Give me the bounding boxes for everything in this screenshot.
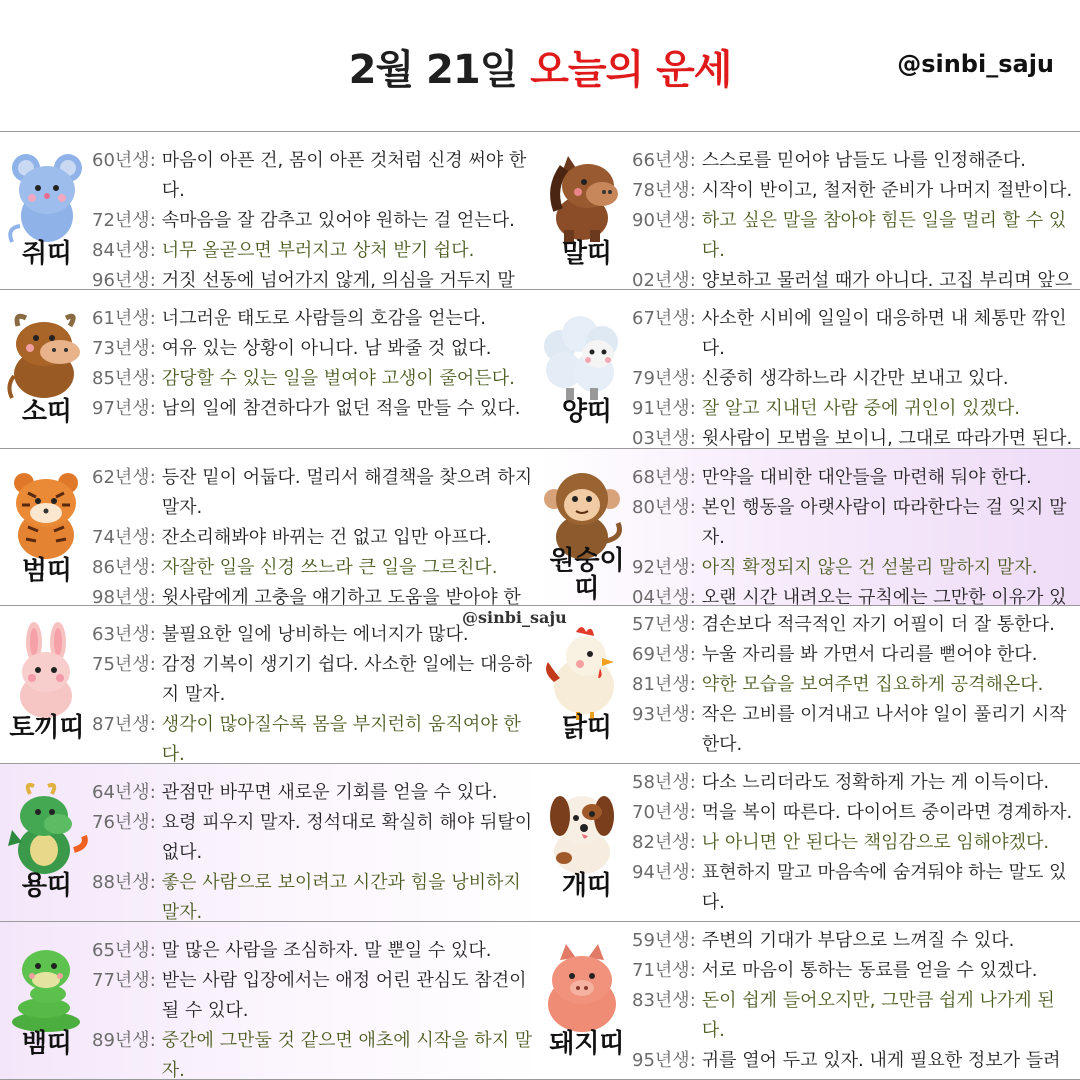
- fortune-text: 속마음을 잘 감추고 있어야 원하는 걸 얻는다.: [161, 210, 515, 231]
- separator: :: [689, 832, 696, 853]
- fortune-line: [632, 956, 1076, 986]
- birth-year: 74년생: [92, 527, 150, 548]
- fortune-line: [632, 986, 1076, 1046]
- fortune-text: 받는 사람 입장에서는 애정 어린 관심도 참견이 될 수 있다.: [161, 970, 527, 1021]
- fortune-text: 잔소리해봐야 바뀌는 건 없고 입만 아프다.: [161, 527, 492, 548]
- birth-year: 72년생: [92, 210, 150, 231]
- fortune-list: [632, 768, 1076, 921]
- fortune-list: [92, 146, 536, 289]
- pig-icon: [540, 938, 626, 1038]
- fortune-text: 감당할 수 있는 일을 벌여야 고생이 줄어든다.: [161, 368, 515, 389]
- zodiac-cell: [540, 132, 1080, 289]
- fortune-list: [632, 463, 1076, 605]
- separator: :: [149, 1030, 156, 1051]
- fortune-text: 아직 확정되지 않은 건 섣불리 말하지 말자.: [701, 557, 1038, 578]
- fortune-text: 표현하지 말고 마음속에 숨겨둬야 하는 말도 있다.: [701, 862, 1067, 913]
- fortune-text: 다소 느리더라도 정확하게 가는 게 이득이다.: [701, 772, 1050, 793]
- fortune-text: 불필요한 일에 낭비하는 에너지가 많다.: [161, 624, 469, 645]
- birth-year: 69년생: [632, 644, 690, 665]
- fortune-line: [632, 1046, 1076, 1079]
- fortune-line: [92, 463, 536, 523]
- birth-year: 87년생: [92, 714, 150, 735]
- separator: :: [689, 308, 696, 329]
- separator: :: [689, 398, 696, 419]
- separator: :: [149, 270, 156, 289]
- fortune-line: [92, 868, 536, 921]
- fortune-text: 겸손보다 적극적인 자기 어필이 더 잘 통한다.: [701, 614, 1055, 635]
- fortune-line: [92, 206, 536, 236]
- fortune-line: [92, 1026, 536, 1079]
- separator: :: [149, 557, 156, 578]
- fortune-list: [632, 610, 1076, 763]
- zodiac-name: 범띠: [21, 556, 73, 586]
- birth-year: 60년생: [92, 150, 150, 171]
- birth-year: [632, 918, 690, 921]
- fortune-text: 누울 자리를 봐 가면서 다리를 뻗어야 한다.: [701, 644, 1038, 665]
- fortune-text: 좋은 사람으로 보이려고 시간과 힘을 낭비하지 말자.: [161, 872, 521, 921]
- zodiac-name: 돼지띠: [549, 1029, 625, 1059]
- zodiac-name: 쥐띠: [21, 239, 73, 269]
- fortune-text: 시작이 반이고, 철저한 준비가 나머지 절반이다.: [701, 180, 1073, 201]
- sheep-icon: [540, 306, 626, 406]
- separator: :: [689, 150, 696, 171]
- zodiac-cell: [0, 132, 540, 289]
- separator: :: [149, 624, 156, 645]
- fortune-text: 먹을 복이 따른다. 다이어트 중이라면 경계하자.: [701, 802, 1073, 823]
- fortune-line: [92, 146, 536, 206]
- separator: :: [149, 240, 156, 261]
- fortune-row: [0, 606, 1080, 764]
- fortune-line: [632, 768, 1076, 798]
- birth-year: 86년생: [92, 557, 150, 578]
- zodiac-name: 양띠: [561, 397, 613, 427]
- fortune-text: 너그러운 태도로 사람들의 호감을 얻는다.: [161, 308, 486, 329]
- fortune-line: [92, 394, 536, 424]
- fortune-line: [632, 493, 1076, 553]
- birth-year: 88년생: [92, 872, 150, 893]
- separator: :: [689, 614, 696, 635]
- birth-year: 65년생: [92, 940, 150, 961]
- separator: :: [149, 812, 156, 833]
- separator: :: [689, 772, 696, 793]
- separator: [690, 918, 702, 921]
- fortune-line: [632, 146, 1076, 176]
- horse-icon: [540, 148, 626, 248]
- fortune-text: 감정 기복이 생기기 쉽다. 사소한 일에는 대응하지 말자.: [161, 654, 533, 705]
- fortune-text: 거짓 선동에 넘어가지 않게, 의심을 거두지 말: [161, 270, 515, 289]
- ox-icon: [4, 306, 90, 406]
- birth-year: 97년생: [92, 398, 150, 419]
- birth-year: 03년생: [632, 428, 690, 448]
- separator: :: [689, 960, 696, 981]
- birth-year: 64년생: [92, 782, 150, 803]
- zodiac-cell: [0, 290, 540, 448]
- fortune-text: 등잔 밑이 어둡다. 멀리서 해결책을 찾으려 하지 말자.: [161, 467, 533, 518]
- birth-year: 67년생: [632, 308, 690, 329]
- zodiac-cell: [540, 764, 1080, 921]
- fortune-text: 나 아니면 안 된다는 책임감으로 임해야겠다.: [701, 832, 1050, 853]
- fortune-line: [632, 670, 1076, 700]
- birth-year: 80년생: [632, 497, 690, 518]
- birth-year: 68년생: [632, 467, 690, 488]
- fortune-line: [632, 640, 1076, 670]
- fortune-text: 중간에 그만둘 것 같으면 애초에 시작을 하지 말자.: [161, 1030, 533, 1079]
- birth-year: 98년생: [92, 587, 150, 605]
- separator: [690, 760, 702, 763]
- fortune-line: [92, 523, 536, 553]
- fortune-line: [632, 760, 1076, 763]
- zodiac-name: 뱀띠: [21, 1029, 73, 1059]
- birth-year: 89년생: [92, 1030, 150, 1051]
- birth-year: 58년생: [632, 772, 690, 793]
- separator: :: [149, 398, 156, 419]
- fortune-text: 작은 고비를 이겨내고 나서야 일이 풀리기 시작한다.: [701, 704, 1067, 755]
- birth-year: 91년생: [632, 398, 690, 419]
- separator: :: [689, 270, 696, 289]
- fortune-text: 신중히 생각하느라 시간만 보내고 있다.: [701, 368, 1009, 389]
- separator: :: [689, 467, 696, 488]
- fortune-line: [632, 553, 1076, 583]
- birth-year: 62년생: [92, 467, 150, 488]
- zodiac-cell: [0, 606, 540, 763]
- fortune-text: 오랜 시간 내려오는 규칙에는 그만한 이유가 있: [701, 587, 1067, 605]
- zodiac-name: 소띠: [21, 397, 73, 427]
- account-handle: @sinbi_saju: [897, 50, 1054, 78]
- birth-year: 84년생: [92, 240, 150, 261]
- rabbit-icon: [4, 622, 90, 722]
- zodiac-cell: [540, 449, 1080, 605]
- zodiac-cell: [0, 764, 540, 921]
- title-text: 오늘의 운세: [530, 47, 732, 93]
- fortune-text: 만약을 대비한 대안들을 마련해 둬야 한다.: [701, 467, 1032, 488]
- fortune-text: 생각이 많아질수록 몸을 부지런히 움직여야 한다.: [161, 714, 521, 763]
- fortune-line: [632, 266, 1076, 289]
- birth-year: 57년생: [632, 614, 690, 635]
- birth-year: 96년생: [92, 270, 150, 289]
- fortune-text: 하고 싶은 말을 참아야 힘든 일을 멀리 할 수 있다.: [701, 210, 1067, 261]
- birth-year: 95년생: [632, 1050, 690, 1071]
- zodiac-name: 말띠: [561, 239, 613, 269]
- separator: :: [689, 930, 696, 951]
- fortune-list: [92, 304, 536, 424]
- separator: :: [689, 862, 696, 883]
- fortune-line: [92, 966, 536, 1026]
- fortune-list: [632, 304, 1076, 448]
- fortune-line: [632, 176, 1076, 206]
- fortune-text: 윗사람이 모범을 보이니, 그대로 따라가면 된다.: [701, 428, 1073, 448]
- separator: :: [689, 644, 696, 665]
- fortune-line: [92, 778, 536, 808]
- fortune-line: [632, 304, 1076, 364]
- separator: :: [689, 428, 696, 448]
- fortune-line: [632, 858, 1076, 918]
- separator: :: [689, 557, 696, 578]
- fortune-list: [92, 778, 536, 921]
- dragon-icon: [4, 780, 90, 880]
- birth-year: 02년생: [632, 270, 690, 289]
- birth-year: 04년생: [632, 587, 690, 605]
- fortune-text: 여유 있는 상황이 아니다. 남 봐줄 것 없다.: [161, 338, 492, 359]
- separator: :: [689, 497, 696, 518]
- fortune-text: 양보하고 물러설 때가 아니다. 고집 부리며 앞으: [701, 270, 1073, 289]
- birth-year: 76년생: [92, 812, 150, 833]
- birth-year: 83년생: [632, 990, 690, 1011]
- tiger-icon: [4, 465, 90, 565]
- fortune-line: [92, 304, 536, 334]
- separator: :: [689, 368, 696, 389]
- fortune-line: [632, 583, 1076, 605]
- separator: :: [149, 467, 156, 488]
- fortune-line: [632, 918, 1076, 921]
- title-date: 2월 21일: [348, 47, 518, 93]
- separator: :: [149, 970, 156, 991]
- fortune-line: [632, 926, 1076, 956]
- fortune-text: 관점만 바꾸면 새로운 기회를 얻을 수 있다.: [161, 782, 498, 803]
- zodiac-cell: [540, 922, 1080, 1079]
- separator: :: [149, 654, 156, 675]
- separator: :: [149, 872, 156, 893]
- birth-year: 81년생: [632, 674, 690, 695]
- separator: :: [149, 368, 156, 389]
- fortune-line: [632, 463, 1076, 493]
- fortune-row: [0, 764, 1080, 922]
- separator: :: [149, 150, 156, 171]
- birth-year: 66년생: [632, 150, 690, 171]
- fortune-line: [632, 424, 1076, 448]
- separator: :: [149, 587, 156, 605]
- birth-year: 71년생: [632, 960, 690, 981]
- fortune-text: 본인 행동을 아랫사람이 따라한다는 걸 잊지 말자.: [701, 497, 1067, 548]
- fortune-text: [702, 918, 1076, 921]
- separator: :: [689, 674, 696, 695]
- fortune-line: [92, 236, 536, 266]
- fortune-text: 주변의 기대가 부담으로 느껴질 수 있다.: [701, 930, 1015, 951]
- zodiac-name: 용띠: [21, 871, 73, 901]
- fortune-line: [92, 583, 536, 605]
- fortune-line: [632, 206, 1076, 266]
- snake-icon: [4, 938, 90, 1038]
- dog-icon: [540, 780, 626, 880]
- fortune-text: 사소한 시비에 일일이 대응하면 내 체통만 깎인다.: [701, 308, 1067, 359]
- fortune-line: [92, 553, 536, 583]
- fortune-text: 약한 모습을 보여주면 집요하게 공격해온다.: [701, 674, 1044, 695]
- fortune-line: [632, 394, 1076, 424]
- fortune-list: [632, 146, 1076, 289]
- zodiac-cell: [540, 606, 1080, 763]
- separator: :: [689, 587, 696, 605]
- fortune-text: 요령 피우지 말자. 정석대로 확실히 해야 뒤탈이 없다.: [161, 812, 533, 863]
- birth-year: 61년생: [92, 308, 150, 329]
- fortune-line: [92, 936, 536, 966]
- zodiac-cell: [0, 922, 540, 1079]
- fortune-row: [0, 132, 1080, 290]
- fortune-text: 스스로를 믿어야 남들도 나를 인정해준다.: [701, 150, 1026, 171]
- birth-year: 90년생: [632, 210, 690, 231]
- separator: :: [689, 704, 696, 725]
- separator: :: [149, 714, 156, 735]
- watermark: @sinbi_saju: [462, 608, 567, 627]
- zodiac-name: 닭띠: [561, 713, 613, 743]
- fortune-line: [92, 266, 536, 289]
- fortune-line: [632, 828, 1076, 858]
- fortune-text: [702, 760, 1076, 763]
- fortune-line: [632, 700, 1076, 760]
- birth-year: [632, 760, 690, 763]
- fortune-text: 돈이 쉽게 들어오지만, 그만큼 쉽게 나가게 된다.: [701, 990, 1055, 1041]
- fortune-line: [632, 610, 1076, 640]
- fortune-row: [0, 922, 1080, 1080]
- birth-year: 73년생: [92, 338, 150, 359]
- zodiac-cell: [0, 449, 540, 605]
- birth-year: 63년생: [92, 624, 150, 645]
- birth-year: 92년생: [632, 557, 690, 578]
- birth-year: 77년생: [92, 970, 150, 991]
- fortune-text: 서로 마음이 통하는 동료를 얻을 수 있겠다.: [701, 960, 1038, 981]
- fortune-line: [92, 364, 536, 394]
- separator: :: [689, 210, 696, 231]
- fortune-text: 윗사람에게 고충을 얘기하고 도움을 받아야 한: [161, 587, 521, 605]
- separator: :: [149, 527, 156, 548]
- birth-year: 78년생: [632, 180, 690, 201]
- fortune-text: 귀를 열어 두고 있자. 내게 필요한 정보가 들려: [701, 1050, 1061, 1071]
- separator: :: [149, 782, 156, 803]
- fortune-line: [632, 364, 1076, 394]
- birth-year: 94년생: [632, 862, 690, 883]
- separator: :: [149, 338, 156, 359]
- zodiac-name: 개띠: [561, 871, 613, 901]
- zodiac-name: 토끼띠: [9, 713, 85, 743]
- birth-year: 93년생: [632, 704, 690, 725]
- fortune-line: [92, 710, 536, 763]
- separator: :: [689, 990, 696, 1011]
- fortune-row: [0, 449, 1080, 606]
- separator: :: [689, 180, 696, 201]
- birth-year: 75년생: [92, 654, 150, 675]
- fortune-list: [632, 926, 1076, 1079]
- separator: :: [689, 1050, 696, 1071]
- separator: :: [149, 940, 156, 961]
- fortune-text: 말 많은 사람을 조심하자. 말 뿐일 수 있다.: [161, 940, 492, 961]
- birth-year: 79년생: [632, 368, 690, 389]
- fortune-line: [92, 334, 536, 364]
- birth-year: 85년생: [92, 368, 150, 389]
- separator: :: [689, 802, 696, 823]
- separator: :: [149, 308, 156, 329]
- fortune-text: 자잘한 일을 신경 쓰느라 큰 일을 그르친다.: [161, 557, 498, 578]
- fortune-list: [92, 936, 536, 1079]
- mouse-icon: [4, 148, 90, 248]
- fortune-line: [92, 650, 536, 710]
- fortune-text: 너무 올곧으면 부러지고 상처 받기 쉽다.: [161, 240, 475, 261]
- zodiac-name: 원숭이띠: [549, 546, 625, 604]
- birth-year: 82년생: [632, 832, 690, 853]
- fortune-line: [632, 798, 1076, 828]
- rooster-icon: [540, 622, 626, 722]
- fortune-text: 잘 알고 지내던 사람 중에 귀인이 있겠다.: [701, 398, 1021, 419]
- fortune-text: 마음이 아픈 건, 몸이 아픈 것처럼 신경 써야 한다.: [161, 150, 527, 201]
- zodiac-cell: [540, 290, 1080, 448]
- birth-year: 59년생: [632, 930, 690, 951]
- header: [0, 0, 1080, 132]
- separator: :: [149, 210, 156, 231]
- birth-year: 70년생: [632, 802, 690, 823]
- fortune-row: [0, 290, 1080, 449]
- fortune-list: [92, 620, 536, 763]
- fortune-line: [92, 808, 536, 868]
- fortune-text: 남의 일에 참견하다가 없던 적을 만들 수 있다.: [161, 398, 521, 419]
- fortune-list: [92, 463, 536, 605]
